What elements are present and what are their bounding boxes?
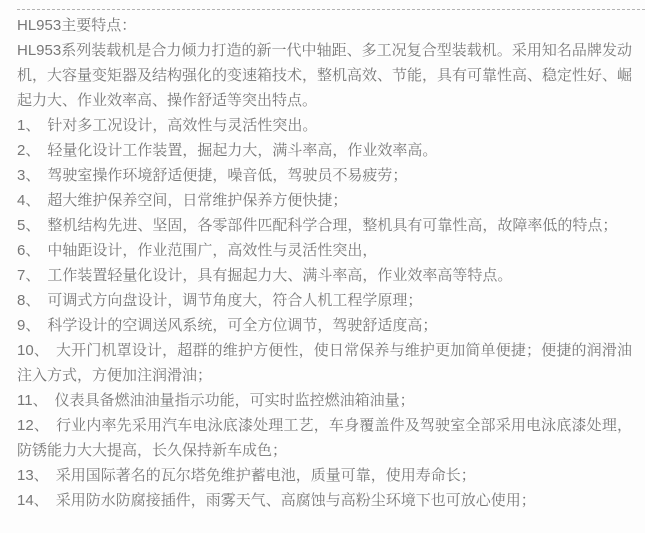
feature-item-number: 4、 bbox=[17, 192, 41, 209]
feature-page bbox=[0, 9, 645, 533]
feature-item-text: 工作装置轻量化设计，具有掘起力大、满斗率高，作业效率高等特点。 bbox=[47, 267, 513, 284]
feature-item-number: 6、 bbox=[17, 242, 41, 259]
feature-item-text: 行业内率先采用汽车电泳底漆处理工艺，车身覆盖件及驾驶室全部采用电泳底漆处理，防锈能力大大提高，长久保持新车成色； bbox=[17, 417, 632, 459]
feature-item-number: 2、 bbox=[17, 142, 41, 159]
feature-content bbox=[0, 10, 645, 513]
feature-item bbox=[17, 313, 632, 338]
feature-item bbox=[17, 338, 632, 388]
feature-item-text: 驾驶室操作环境舒适便捷，噪音低，驾驶员不易疲劳； bbox=[47, 167, 408, 184]
intro-paragraph: HL953系列装载机是合力倾力打造的新一代中轴距、多工况复合型装载机。采用知名品牌发动机，大容量变矩器及结构强化的变速箱技术，整机高效、节能，具有可靠性高、稳定性好、崛起力大、作业效率高、操作舒适等突出特点。 bbox=[17, 42, 633, 109]
feature-item-number: 11、 bbox=[17, 392, 48, 409]
feature-item-number: 9、 bbox=[17, 317, 41, 334]
feature-item-number: 7、 bbox=[17, 267, 41, 284]
feature-item bbox=[17, 388, 632, 413]
feature-item-number: 5、 bbox=[17, 217, 41, 234]
feature-item bbox=[17, 288, 632, 313]
feature-item bbox=[17, 238, 632, 263]
feature-item-text: 科学设计的空调送风系统，可全方位调节，驾驶舒适度高； bbox=[47, 317, 438, 334]
feature-item-number: 1、 bbox=[17, 117, 41, 134]
feature-item-number: 13、 bbox=[17, 467, 49, 484]
feature-item bbox=[17, 463, 632, 488]
feature-item-text: 超大维护保养空间，日常维护保养方便快捷； bbox=[47, 192, 348, 209]
feature-item bbox=[17, 413, 632, 463]
feature-item-number: 10、 bbox=[17, 342, 50, 359]
feature-item-text: 采用防水防腐接插件，雨雾天气、高腐蚀与高粉尘环境下也可放心使用； bbox=[55, 492, 536, 509]
feature-item bbox=[17, 188, 632, 213]
feature-item bbox=[17, 163, 632, 188]
feature-item-text: 轻量化设计工作装置，掘起力大，满斗率高，作业效率高。 bbox=[47, 142, 438, 159]
feature-item-number: 8、 bbox=[17, 292, 41, 309]
feature-item-text: 采用国际著名的瓦尔塔免维护蓄电池，质量可靠，使用寿命长； bbox=[55, 467, 476, 484]
feature-item-text: 大开门机罩设计，超群的维护方便性，使日常保养与维护更加简单便捷；便捷的润滑油注入方式，方便加注润滑油； bbox=[17, 342, 632, 384]
feature-item-text: 仪表具备燃油油量指示功能，可实时监控燃油箱油量； bbox=[54, 392, 415, 409]
feature-item-text: 整机结构先进、坚固，各零部件匹配科学合理，整机具有可靠性高，故障率低的特点； bbox=[47, 217, 618, 234]
feature-item-number: 3、 bbox=[17, 167, 41, 184]
feature-item bbox=[17, 138, 632, 163]
page-title: HL953主要特点： bbox=[17, 17, 137, 34]
feature-item-text: 中轴距设计，作业范围广，高效性与灵活性突出， bbox=[47, 242, 378, 259]
feature-item bbox=[17, 113, 632, 138]
feature-item-text: 可调式方向盘设计，调节角度大，符合人机工程学原理； bbox=[47, 292, 423, 309]
feature-item bbox=[17, 213, 632, 238]
feature-item bbox=[17, 488, 632, 513]
feature-item-text: 针对多工况设计，高效性与灵活性突出。 bbox=[47, 117, 318, 134]
feature-item bbox=[17, 263, 632, 288]
feature-item-number: 14、 bbox=[17, 492, 49, 509]
feature-item-number: 12、 bbox=[17, 417, 50, 434]
